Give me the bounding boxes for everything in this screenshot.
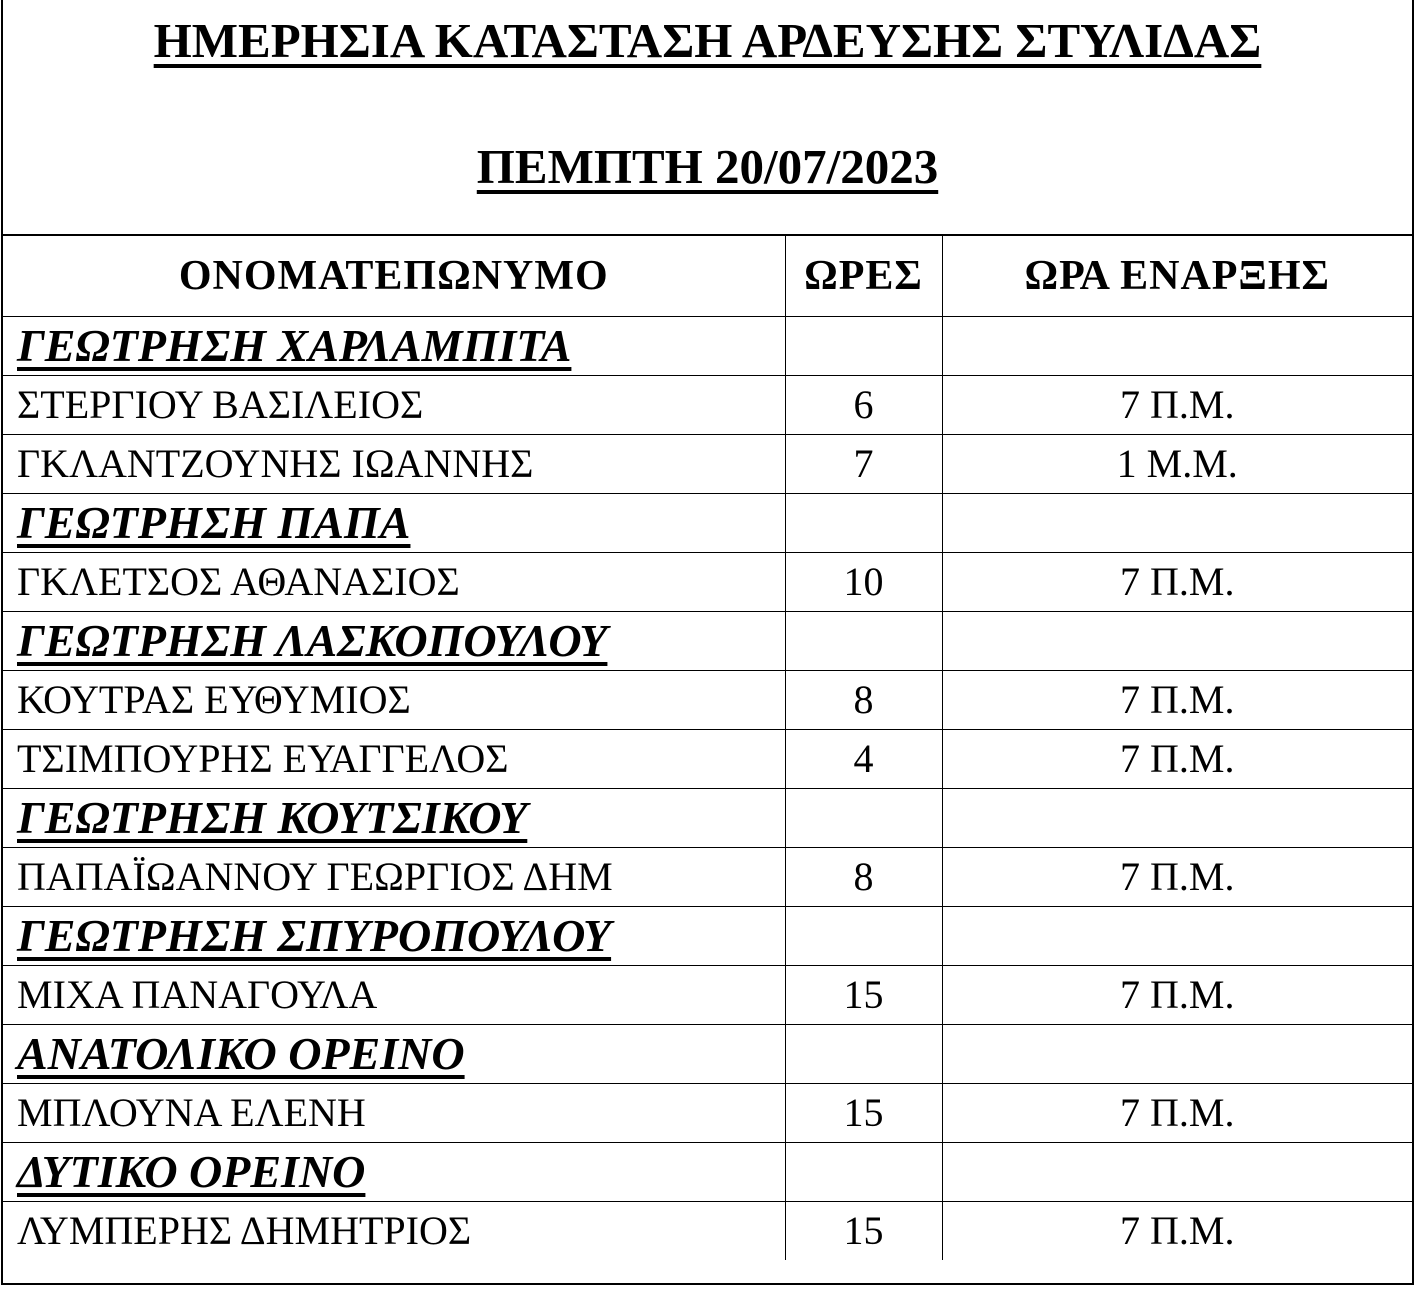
group-hours-empty [785,611,942,670]
group-hours-empty [785,788,942,847]
person-name: ΠΑΠΑΪΩΑΝΝΟΥ ΓΕΩΡΓΙΟΣ ΔΗΜ [3,847,785,906]
table-row [3,552,1412,611]
group-row [3,1024,1412,1083]
table-row [3,1201,1412,1260]
irrigation-report-sheet [1,0,1414,1285]
group-start-empty [942,611,1412,670]
table-row [3,965,1412,1024]
irrigation-hours: 15 [785,965,942,1024]
table-row [3,670,1412,729]
start-time: 7 Π.Μ. [942,1201,1412,1260]
group-start-empty [942,1024,1412,1083]
start-time: 7 Π.Μ. [942,965,1412,1024]
irrigation-hours: 15 [785,1201,942,1260]
group-hours-empty [785,1142,942,1201]
table-row [3,375,1412,434]
report-date: ΠΕΜΠΤΗ 20/07/2023 [476,139,939,194]
irrigation-hours: 7 [785,434,942,493]
group-start-empty [942,316,1412,375]
irrigation-hours: 6 [785,375,942,434]
irrigation-hours: 15 [785,1083,942,1142]
person-name: ΓΚΛΕΤΣΟΣ ΑΘΑΝΑΣΙΟΣ [3,552,785,611]
start-time: 7 Π.Μ. [942,729,1412,788]
start-time: 7 Π.Μ. [942,847,1412,906]
group-start-empty [942,906,1412,965]
group-name-text: ΓΕΩΤΡΗΣΗ ΛΑΣΚΟΠΟΥΛΟΥ [17,614,608,666]
table-row [3,1083,1412,1142]
person-name: ΜΠΛΟΥΝΑ ΕΛΕΝΗ [3,1083,785,1142]
group-row [3,1142,1412,1201]
irrigation-hours: 4 [785,729,942,788]
person-name: ΤΣΙΜΠΟΥΡΗΣ ΕΥΑΓΓΕΛΟΣ [3,729,785,788]
group-name [3,493,785,552]
person-name: ΣΤΕΡΓΙΟΥ ΒΑΣΙΛΕΙΟΣ [3,375,785,434]
group-start-empty [942,788,1412,847]
person-name: ΜΙΧΑ ΠΑΝΑΓΟΥΛΑ [3,965,785,1024]
table-row [3,434,1412,493]
group-row [3,788,1412,847]
group-name-text: ΓΕΩΤΡΗΣΗ ΠΑΠΑ [17,496,411,548]
table-row [3,729,1412,788]
person-name: ΛΥΜΠΕΡΗΣ ΔΗΜΗΤΡΙΟΣ [3,1201,785,1260]
group-hours-empty [785,1024,942,1083]
report-title: ΗΜΕΡΗΣΙΑ ΚΑΤΑΣΤΑΣΗ ΑΡΔΕΥΣΗΣ ΣΤΥΛΙΔΑΣ [153,13,1262,68]
person-name: ΓΚΛΑΝΤΖΟΥΝΗΣ ΙΩΑΝΝΗΣ [3,434,785,493]
group-row [3,316,1412,375]
group-row [3,611,1412,670]
group-name-text: ΓΕΩΤΡΗΣΗ ΧΑΡΛΑΜΠΙΤΑ [17,319,572,371]
table-row [3,847,1412,906]
group-name-text: ΔΥΤΙΚΟ ΟΡΕΙΝΟ [17,1145,366,1197]
group-hours-empty [785,493,942,552]
irrigation-table-body [3,236,1412,1260]
start-time: 1 Μ.Μ. [942,434,1412,493]
group-name-text: ΓΕΩΤΡΗΣΗ ΚΟΥΤΣΙΚΟΥ [17,791,528,843]
group-name-text: ΓΕΩΤΡΗΣΗ ΣΠΥΡΟΠΟΥΛΟΥ [17,909,612,961]
group-start-empty [942,1142,1412,1201]
group-name [3,316,785,375]
group-row [3,493,1412,552]
report-header [3,0,1412,236]
group-name [3,1024,785,1083]
group-name [3,1142,785,1201]
group-name-text: ΑΝΑΤΟΛΙΚΟ ΟΡΕΙΝΟ [17,1027,465,1079]
group-row [3,906,1412,965]
start-time: 7 Π.Μ. [942,670,1412,729]
group-hours-empty [785,906,942,965]
start-time: 7 Π.Μ. [942,375,1412,434]
group-name [3,788,785,847]
person-name: ΚΟΥΤΡΑΣ ΕΥΘΥΜΙΟΣ [3,670,785,729]
group-name [3,611,785,670]
header-name: ΟΝΟΜΑΤΕΠΩΝΥΜΟ [3,236,785,316]
table-header-row [3,236,1412,316]
irrigation-hours: 8 [785,847,942,906]
irrigation-hours: 10 [785,552,942,611]
start-time: 7 Π.Μ. [942,1083,1412,1142]
header-start-time: ΩΡΑ ΕΝΑΡΞΗΣ [942,236,1412,316]
header-hours: ΩΡΕΣ [785,236,942,316]
irrigation-hours: 8 [785,670,942,729]
start-time: 7 Π.Μ. [942,552,1412,611]
group-name [3,906,785,965]
group-start-empty [942,493,1412,552]
group-hours-empty [785,316,942,375]
irrigation-table [3,236,1412,1260]
